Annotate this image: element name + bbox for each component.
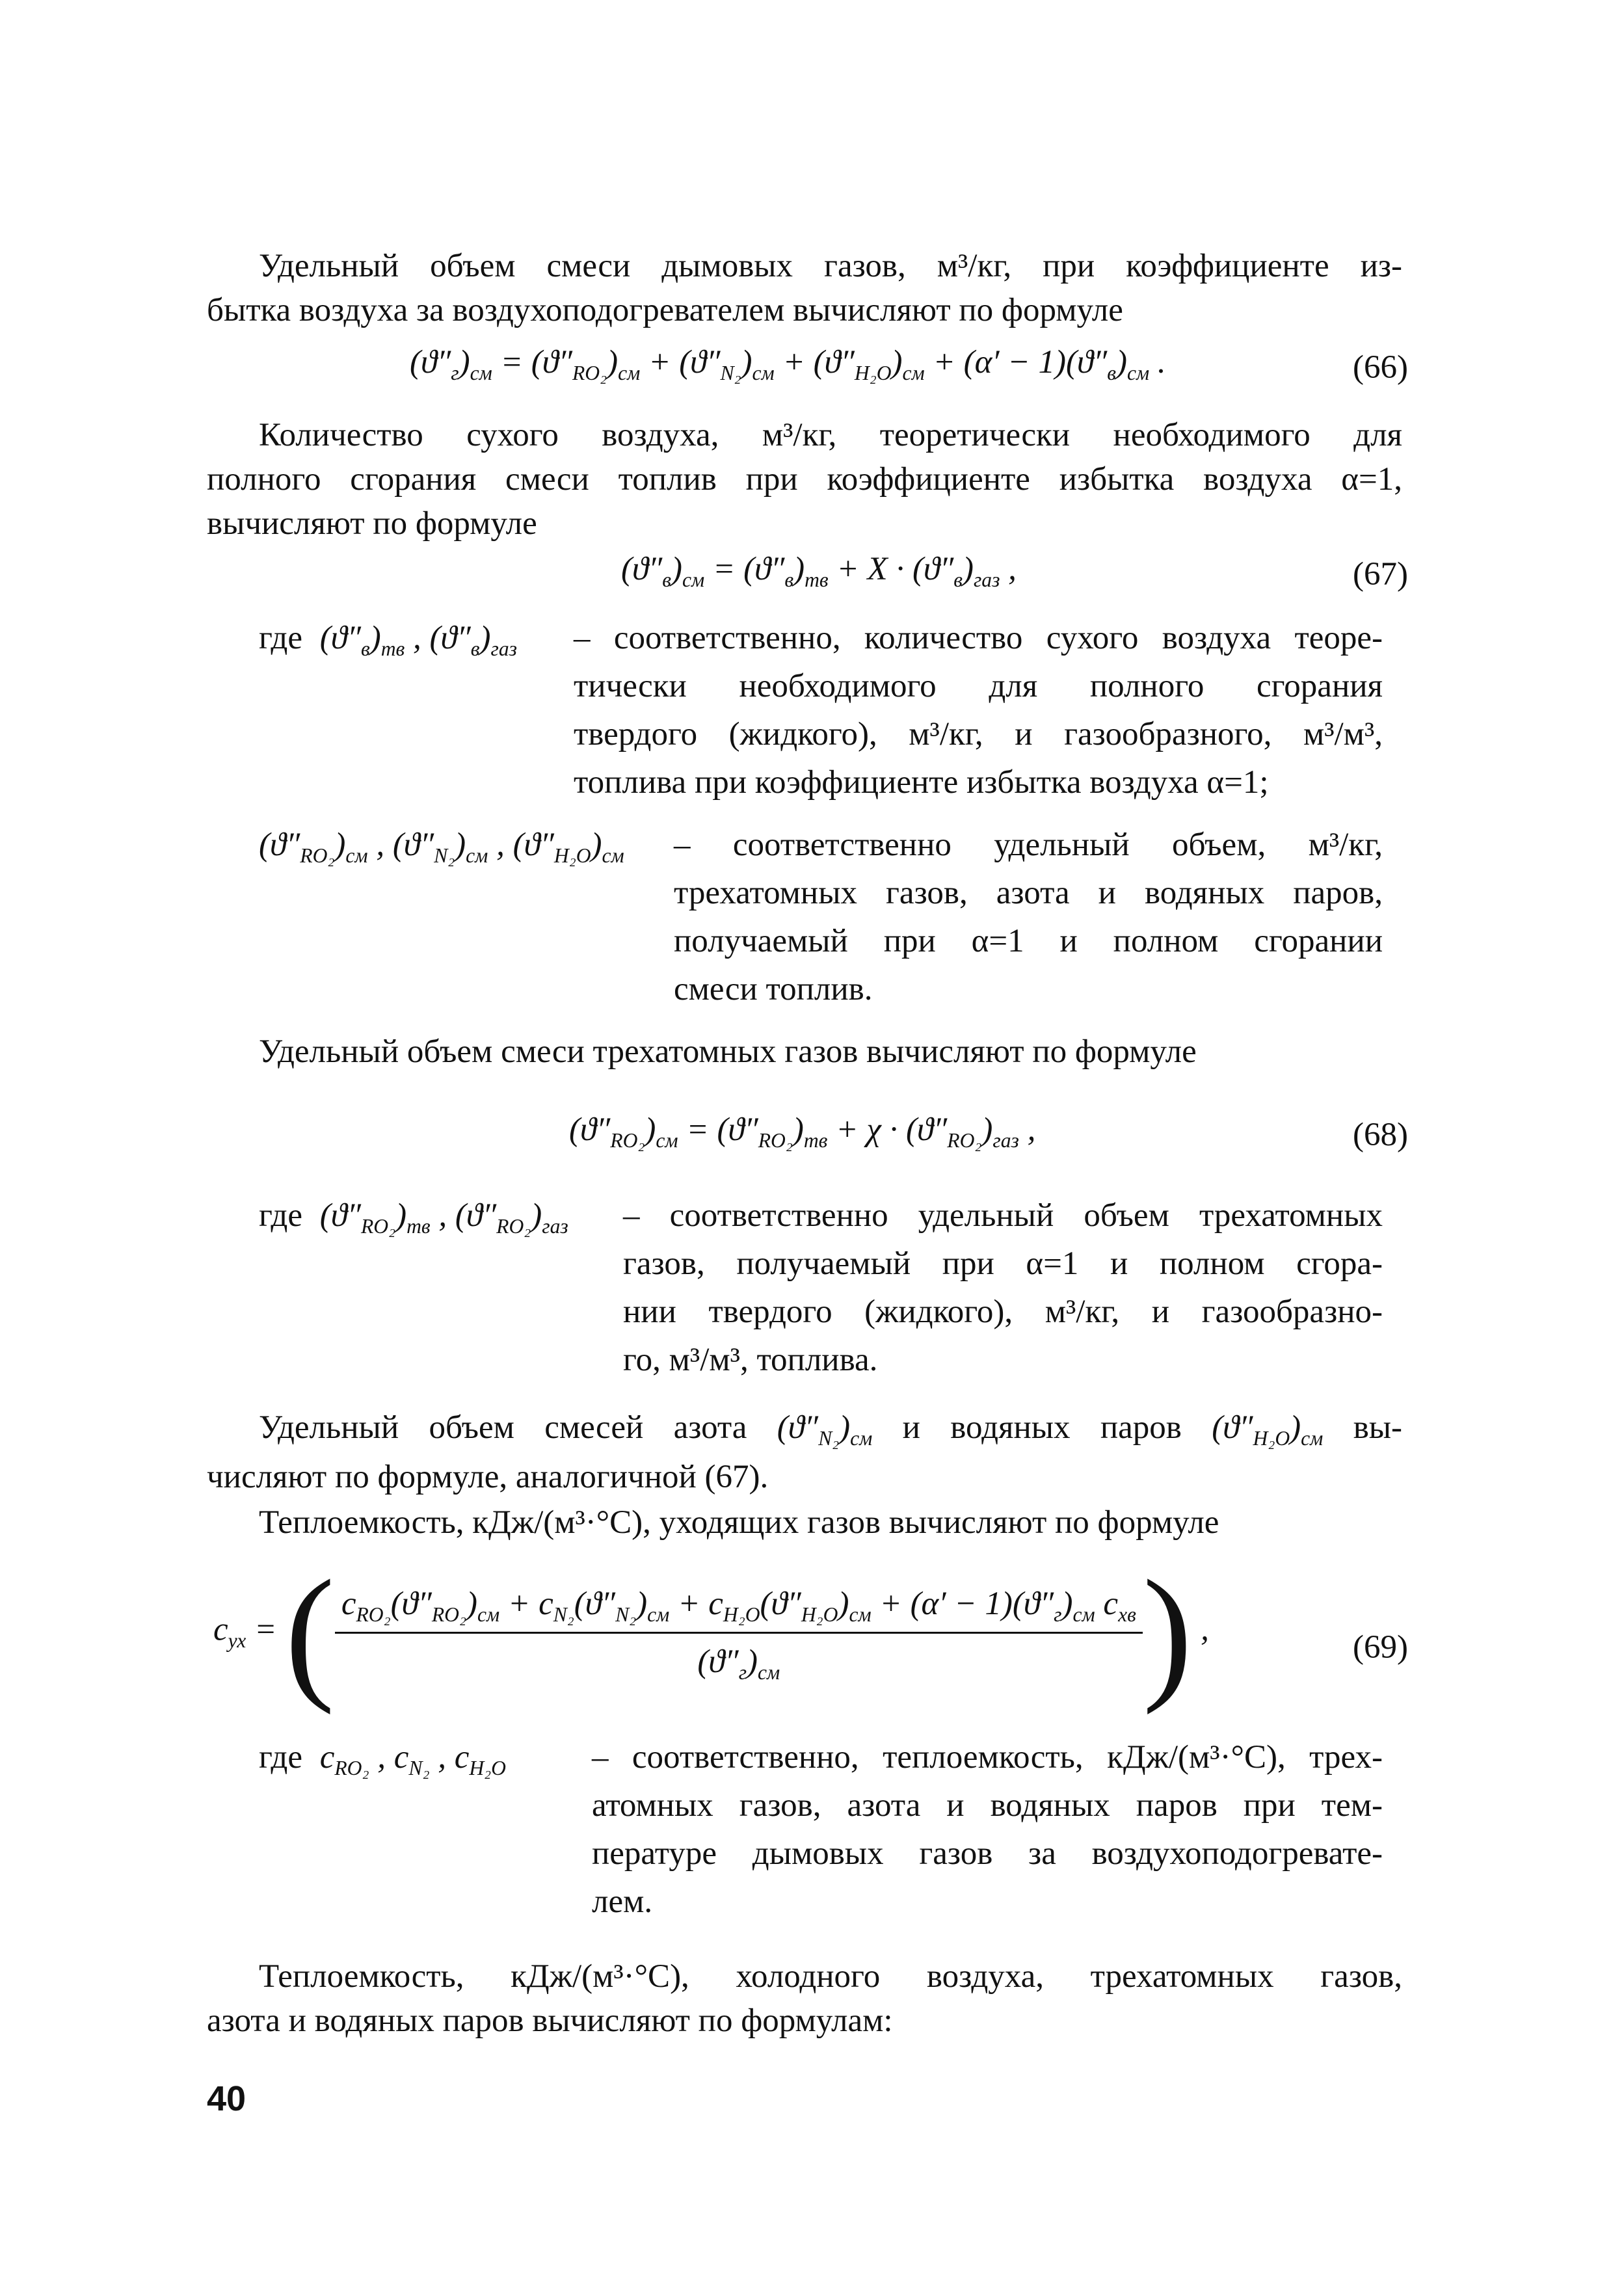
- where-desc-67-line2: тически необходимого для полного сгорания: [574, 668, 1383, 704]
- where-desc-volumes-line2: трехатомных газов, азота и водяных паров,: [674, 875, 1383, 911]
- where-desc-69: [592, 1733, 1383, 1926]
- paragraph-dry-air-line3: вычисляют по формуле: [207, 505, 537, 542]
- where-desc-68-line2: газов, получаемый при α=1 и полном сгора-: [623, 1245, 1383, 1282]
- where-label-68: где $(ϑ''_{RO_2})_{тв}$ , $(ϑ''_{RO_2})_{газ}$: [259, 1197, 568, 1238]
- formula-67: $(ϑ''_в)_{см} = (ϑ''_в)_{тв} + X \cdot (ϑ''_в)_{газ}$ ,: [621, 551, 1017, 592]
- where-desc-69-line2: атомных газов, азота и водяных паров при тем-: [592, 1787, 1383, 1824]
- where-desc-69-line3: пературе дымовых газов за воздухоподогревате-: [592, 1835, 1383, 1872]
- formula-66: $(ϑ''_г)_{см} = (ϑ''_{RO_2})_{см} + (ϑ''_{N_2})_{см} + (ϑ''_{H_2O})_{см} + (\alpha' - 1)(ϑ''_в)_{см}$ .: [410, 344, 1166, 385]
- where-desc-67-line3: твердого (жидкого), м³/кг, и газообразного, м³/м³,: [574, 716, 1383, 752]
- where-desc-69-line4: лем.: [592, 1883, 653, 1920]
- where-desc-68-line3: нии твердого (жидкого), м³/кг, и газообразно-: [623, 1294, 1383, 1330]
- equation-number-68: (68): [1353, 1117, 1408, 1153]
- where-desc-volumes-line4: смеси топлив.: [674, 971, 873, 1007]
- page-number: 40: [207, 2079, 246, 2118]
- paragraph-dry-air-line2: полного сгорания смеси топлив при коэффициенте избытка воздуха α=1,: [207, 461, 1402, 498]
- paragraph-triatomic-gases: Удельный объем смеси трехатомных газов вычисляют по формуле: [259, 1033, 1197, 1070]
- equation-number-67: (67): [1353, 556, 1408, 592]
- paragraph-heat-capacity-exhaust: Теплоемкость, кДж/(м³·°С), уходящих газов вычисляют по формуле: [259, 1504, 1219, 1541]
- paragraph-nitrogen-water-line2: числяют по формуле, аналогичной (67).: [207, 1459, 769, 1495]
- formula-68: $(ϑ''_{RO_2})_{см} = (ϑ''_{RO_2})_{тв} + \chi \cdot (ϑ''_{RO_2})_{газ}$ ,: [569, 1111, 1036, 1152]
- paragraph-flue-gas-volume-line2: бытка воздуха за воздухоподогревателем вычисляют по формуле: [207, 292, 1123, 328]
- formula-69-fraction: $c_{RO_2}(ϑ''_{RO_2})_{см} + c_{N_2}(ϑ''_{N_2})_{см} + c_{H_2O}(ϑ''_{H_2O})_{см} + (\alpha' - 1)(ϑ''_г)_{см}$ $c_{хв}$ $(ϑ''_г)_{см}$: [335, 1580, 1143, 1686]
- paragraph-heat-capacity-cold-air-line2: азота и водяных паров вычисляют по формулам:: [207, 2002, 893, 2039]
- where-desc-68: [623, 1191, 1383, 1384]
- where-label-69: где $c_{RO_2}$ , $c_{N_2}$ , $c_{H_2O}$: [259, 1739, 506, 1780]
- where-desc-volumes: [674, 821, 1383, 1013]
- where-desc-volumes-line1: – соответственно удельный объем, м³/кг,: [674, 827, 1383, 863]
- where-desc-67-line4: топлива при коэффициенте избытка воздуха α=1;: [574, 764, 1269, 801]
- where-desc-67-line1: – соответственно, количество сухого воздуха теоре-: [574, 620, 1383, 656]
- paragraph-nitrogen-water-line1: Удельный объем смесей азота $(ϑ''_{N_2})_{см}$ и водяных паров $(ϑ''_{H_2O})_{см}$ вы-: [259, 1409, 1403, 1450]
- where-desc-67: [574, 614, 1383, 806]
- where-desc-69-line1: – соответственно, теплоемкость, кДж/(м³·°С), трех-: [592, 1739, 1383, 1776]
- where-desc-68-line4: го, м³/м³, топлива.: [623, 1342, 878, 1378]
- where-label-volumes: $(ϑ''_{RO_2})_{см}$ , $(ϑ''_{N_2})_{см}$ , $(ϑ''_{H_2O})_{см}$: [259, 827, 624, 868]
- paragraph-dry-air-line1: Количество сухого воздуха, м³/кг, теоретически необходимого для: [259, 417, 1402, 453]
- equation-number-69: (69): [1353, 1629, 1408, 1666]
- equation-number-66: (66): [1353, 349, 1408, 386]
- where-desc-68-line1: – соответственно удельный объем трехатомных: [623, 1197, 1383, 1234]
- paragraph-flue-gas-volume-line1: Удельный объем смеси дымовых газов, м³/кг, при коэффициенте из-: [259, 248, 1402, 284]
- paragraph-heat-capacity-cold-air-line1: Теплоемкость, кДж/(м³·°С), холодного воздуха, трехатомных газов,: [259, 1958, 1402, 1995]
- where-label-67: где $(ϑ''_в)_{тв}$ , $(ϑ''_в)_{газ}$: [259, 620, 517, 661]
- where-desc-volumes-line3: получаемый при α=1 и полном сгорании: [674, 923, 1383, 959]
- formula-69: $c_{ух}$ = ( $c_{RO_2}(ϑ''_{RO_2})_{см} + c_{N_2}(ϑ''_{N_2})_{см} + c_{H_2O}(ϑ''_{H_2O})_{см} + (\alpha' - 1)(ϑ''_г)_{см}$ $c_{хв}$ $(ϑ''_г)_{см}$ ) ,: [213, 1549, 1209, 1715]
